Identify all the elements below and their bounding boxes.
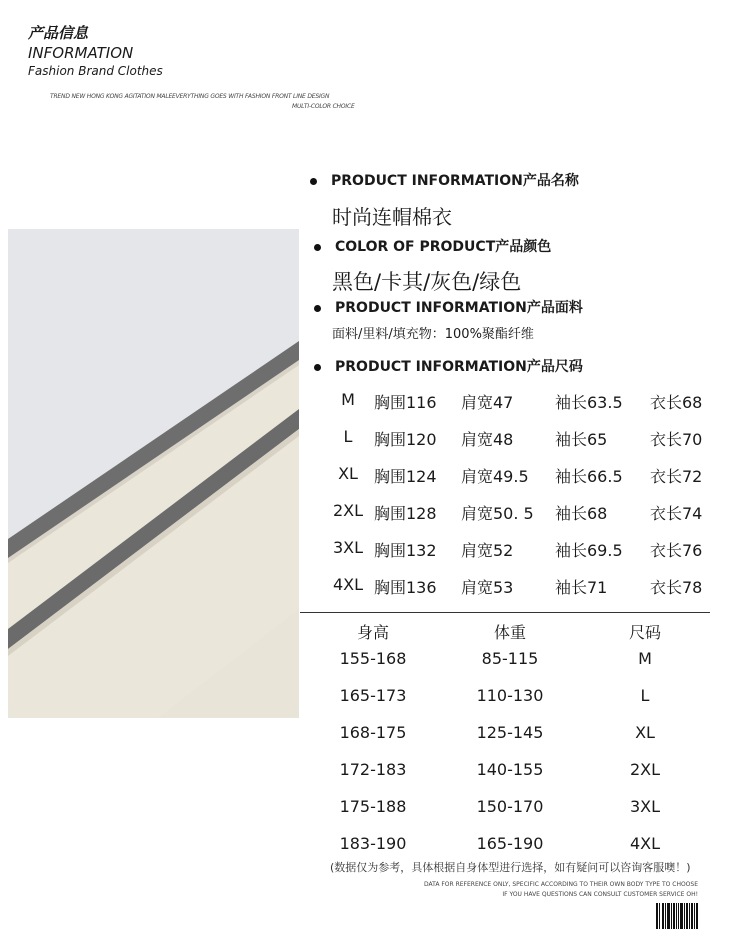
bullet-icon: [314, 244, 321, 251]
shoulder-cell: 肩宽47: [461, 393, 514, 412]
sleeve-cell: 袖长65: [555, 430, 608, 449]
section-product-name-heading: PRODUCT INFORMATION产品名称: [331, 173, 579, 189]
section-product-fabric-heading: PRODUCT INFORMATION产品面料: [335, 300, 583, 316]
shoulder-cell: 肩宽52: [461, 541, 514, 560]
size-table-row: [330, 390, 710, 414]
sleeve-cell: 袖长69.5: [555, 541, 623, 560]
size-cell: M: [638, 649, 652, 668]
size-cell: 2XL: [629, 760, 661, 779]
section-product-fabric: [314, 297, 583, 317]
length-cell: 衣长70: [650, 430, 703, 449]
sleeve-cell: 袖长71: [555, 578, 608, 597]
size-cell: L: [640, 686, 650, 705]
sleeve-cell: 袖长63.5: [555, 393, 623, 412]
size-cell: 3XL: [332, 538, 364, 557]
chest-cell: 胸围132: [374, 541, 437, 560]
length-cell: 衣长74: [650, 504, 703, 523]
shoulder-cell: 肩宽50. 5: [461, 504, 534, 523]
garment-detail-photo: [8, 229, 299, 718]
size-table-row: [330, 538, 710, 562]
bullet-icon: [314, 305, 321, 312]
section-product-size-heading: PRODUCT INFORMATION产品尺码: [335, 359, 583, 375]
chest-cell: 胸围136: [374, 578, 437, 597]
size-cell: XL: [635, 723, 655, 742]
header-weight: 体重: [493, 623, 526, 642]
height-cell: 168-175: [339, 723, 407, 742]
section-product-size: [314, 356, 583, 376]
footer-line-2: IF YOU HAVE QUESTIONS CAN CONSULT CUSTOMER SERVICE OH!: [502, 891, 698, 898]
shoulder-cell: 肩宽48: [461, 430, 514, 449]
size-table-row: [330, 427, 710, 451]
weight-cell: 150-170: [476, 797, 544, 816]
size-cell: L: [343, 427, 353, 446]
header-tagline-1: TREND NEW HONG KONG AGITATION MALEEVERYTHING GOES WITH FASHION FRONT LINE DESIGN: [50, 93, 330, 100]
reference-note: (数据仅为参考，具体根据自身体型进行选择，如有疑问可以咨询客服噢！): [330, 861, 691, 874]
section-product-color: [314, 236, 551, 256]
barcode-icon: [656, 903, 698, 929]
sleeve-cell: 袖长68: [555, 504, 608, 523]
sleeve-cell: 袖长66.5: [555, 467, 623, 486]
length-cell: 衣长72: [650, 467, 703, 486]
product-color-value: 黑色/卡其/灰色/绿色: [332, 270, 522, 294]
chest-cell: 胸围116: [374, 393, 437, 412]
recommend-table-row: [300, 686, 710, 708]
recommend-table-row: [300, 723, 710, 745]
weight-cell: 110-130: [476, 686, 544, 705]
recommend-table-row: [300, 649, 710, 671]
height-cell: 175-188: [339, 797, 407, 816]
weight-cell: 125-145: [476, 723, 544, 742]
height-cell: 155-168: [339, 649, 407, 668]
header-title-en: INFORMATION: [28, 44, 134, 62]
size-table-row: [330, 501, 710, 525]
header-subtitle: Fashion Brand Clothes: [28, 64, 163, 78]
size-cell: 3XL: [629, 797, 661, 816]
size-cell: XL: [338, 464, 358, 483]
recommend-table-row: [300, 834, 710, 856]
recommend-table-row: [300, 760, 710, 782]
weight-cell: 165-190: [476, 834, 544, 853]
length-cell: 衣长68: [650, 393, 703, 412]
size-cell: 2XL: [332, 501, 364, 520]
header-size: 尺码: [628, 623, 661, 642]
size-table-row: [330, 575, 710, 599]
section-product-color-heading: COLOR OF PRODUCT产品颜色: [335, 239, 552, 255]
bullet-icon: [314, 364, 321, 371]
height-cell: 172-183: [339, 760, 407, 779]
shoulder-cell: 肩宽53: [461, 578, 514, 597]
header-height: 身高: [356, 623, 389, 642]
size-cell: 4XL: [332, 575, 364, 594]
chest-cell: 胸围124: [374, 467, 437, 486]
product-fabric-value: 面料/里料/填充物：100%聚酯纤维: [332, 327, 534, 342]
height-cell: 183-190: [339, 834, 407, 853]
length-cell: 衣长76: [650, 541, 703, 560]
chest-cell: 胸围128: [374, 504, 437, 523]
weight-cell: 85-115: [481, 649, 539, 668]
length-cell: 衣长78: [650, 578, 703, 597]
height-cell: 165-173: [339, 686, 407, 705]
product-name-value: 时尚连帽棉衣: [332, 205, 452, 229]
recommend-table-header: [300, 620, 710, 642]
shoulder-cell: 肩宽49.5: [461, 467, 529, 486]
bullet-icon: [310, 178, 317, 185]
table-divider: [300, 612, 710, 613]
chest-cell: 胸围120: [374, 430, 437, 449]
section-product-name: [310, 170, 579, 190]
size-table-row: [330, 464, 710, 488]
size-cell: M: [341, 390, 355, 409]
size-cell: 4XL: [629, 834, 661, 853]
weight-cell: 140-155: [476, 760, 544, 779]
header-title-cn: 产品信息: [28, 24, 89, 42]
header-tagline-2: MULTI-COLOR CHOICE: [292, 103, 355, 110]
footer-line-1: DATA FOR REFERENCE ONLY, SPECIFIC ACCORDING TO THEIR OWN BODY TYPE TO CHOOSE: [423, 881, 698, 888]
recommend-table-row: [300, 797, 710, 819]
